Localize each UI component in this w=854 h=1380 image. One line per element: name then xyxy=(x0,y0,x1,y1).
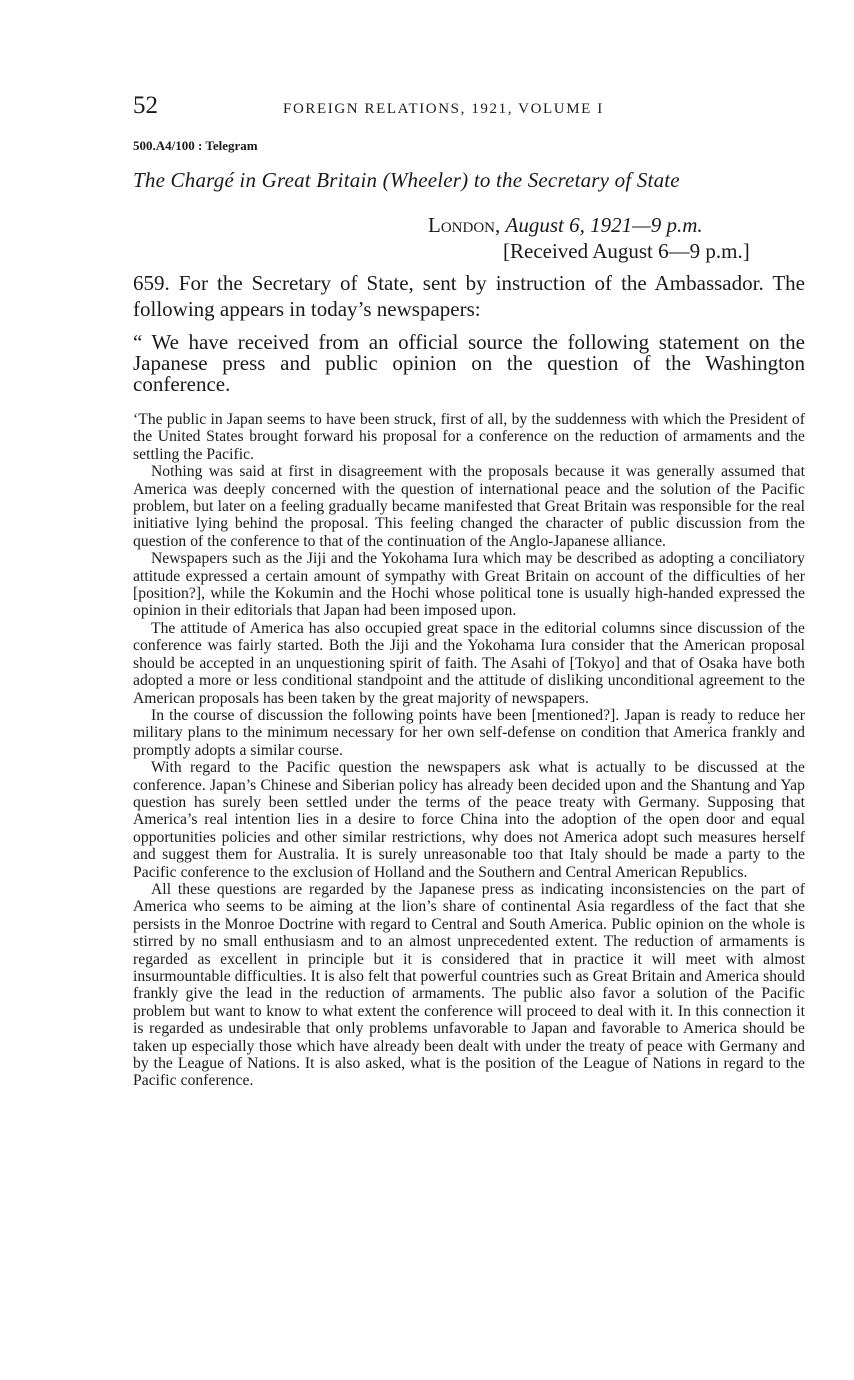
quote-lead-paragraph: “ We have received from an official source the following statement on the Japanese press and public opinion on the question of the Washington conference. xyxy=(133,330,805,396)
document-page xyxy=(133,92,805,1090)
body-paragraph: With regard to the Pacific question the newspapers ask what is actually to be discussed at the conference. Japan’s Chinese and Siberian policy has already been decided upon and the Shantung and Yap question has surely been settled under the terms of the peace treaty with Germany. Supposing that America’s real intention lies in a desire to force China into the adoption of the open door and equal opportunities policies and other similar restrictions, why does not America adopt such measures herself and suggest them for Australia. It is surely unreasonable too that Italy should be made a party to the Pacific conference to the exclusion of Holland and the Southern and Central American Republics. xyxy=(133,759,805,881)
file-reference: 500.A4/100 : Telegram xyxy=(133,138,258,153)
body-paragraph: The attitude of America has also occupied great space in the editorial columns since discussion of the conference was fairly started. Both the Jiji and the Yokohama Iura consider that the American proposal should be accepted in an unquestioning spirit of faith. The Asahi of [Tokyo] and that of Osaka have both adopted a more or less conditional standpoint and the attitude of disliking unconditional agreement to the American proposals has been taken by the great majority of newspapers. xyxy=(133,619,805,707)
dateline-date: August 6, 1921—9 p.m. xyxy=(505,213,703,237)
body-paragraph: Nothing was said at first in disagreement with the proposals because it was generally assumed that America was deeply concerned with the question of international peace and the solution of the Pacific problem, but later on a feeling gradually became manifested that Great Britain was responsible for the real initiative lying behind the proposal. This feeling changed the character of public discussion from the question of the conference to that of the continuation of the Anglo-Japanese alliance. xyxy=(133,463,805,550)
dateline xyxy=(428,212,805,238)
page-number: 52 xyxy=(133,92,158,119)
intro-paragraph: 659. For the Secretary of State, sent by instruction of the Ambassador. The following appears in today’s newspapers: xyxy=(133,271,805,321)
body-paragraph: All these questions are regarded by the Japanese press as indicating inconsistencies on the part of America who seems to be aiming at the lion’s share of continental Asia regardless of the fact that she persists in the Monroe Doctrine with regard to Central and South America. Public opinion on the whole is stirred by no small enthusiasm and to an almost unprecedented extent. The reduction of armaments is regarded as excellent in principle but it is considered that in practice it will meet with almost insurmountable difficulties. It is also felt that powerful countries such as Great Britain and America should frankly give the lead in the reduction of armaments. The public also favor a solution of the Pacific problem but want to know to what extent the conference will proceed to deal with it. In this connection it is regarded as undesirable that only problems unfavorable to Japan and favorable to America should be taken up especially those which have already been dealt with under the treaty of peace with Germany and by the League of Nations. It is also asked, what is the position of the League of Nations in regard to the Pacific conference. xyxy=(133,880,805,1090)
body-paragraph: ‘The public in Japan seems to have been struck, first of all, by the suddenness with which the President of the United States brought forward his proposal for a conference on the reduction of armaments and the settling the Pacific. xyxy=(133,411,805,463)
quoted-statement xyxy=(133,411,805,1090)
dateline-place: London, xyxy=(428,213,501,237)
document-title: The Chargé in Great Britain (Wheeler) to the Secretary of State xyxy=(133,168,680,192)
running-head xyxy=(133,92,805,126)
received-line: [Received August 6—9 p.m.] xyxy=(503,239,750,263)
running-title: FOREIGN RELATIONS, 1921, VOLUME I xyxy=(283,101,604,117)
body-paragraph: Newspapers such as the Jiji and the Yokohama Iura which may be described as adopting a conciliatory attitude expressed a certain amount of sympathy with Great Britain on account of the difficulties of her [position?], while the Kokumin and the Hochi whose political tone is usually high-handed expressed the opinion in their editorials that Japan had been imposed upon. xyxy=(133,550,805,620)
body-paragraph: In the course of discussion the following points have been [mentioned?]. Japan is ready to reduce her military plans to the minimum necessary for her own self-defense on condition that America frankly and promptly adopts a similar course. xyxy=(133,706,805,759)
